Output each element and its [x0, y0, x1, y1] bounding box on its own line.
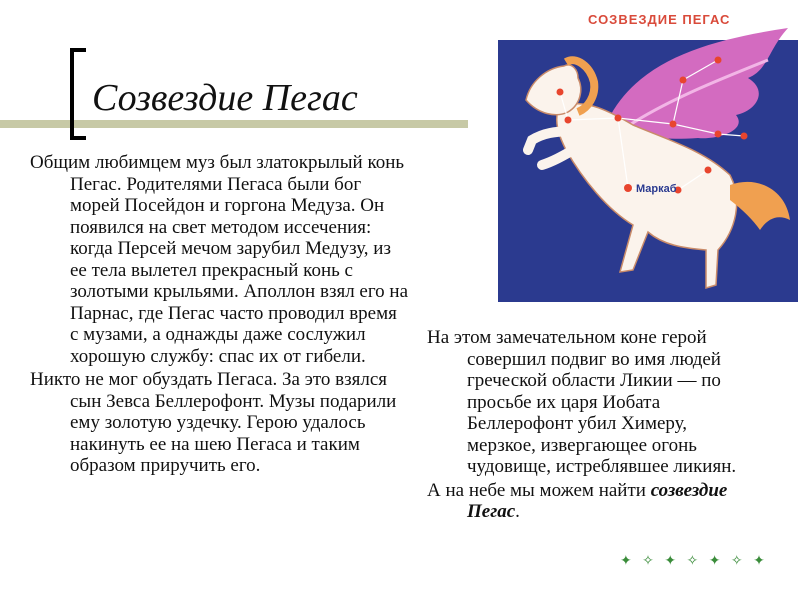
left-text-column: [30, 152, 410, 479]
slide-title: Созвездие Пегас: [92, 77, 358, 119]
pegasus-illustration: [468, 0, 800, 318]
paragraph-taming: Никто не мог обуздать Пегаса. За это взялся сын Зевса Беллерофонт. Музы подарили ему золотую уздечку. Герою удалось накинуть ее на шею Пегаса и таким образом приручить его.: [30, 369, 397, 476]
paragraph-heroic-deed: На этом замечательном коне герой совершил подвиг во имя людей греческой области Ликии — по просьбе их царя Иобата Беллерофонт убил Химеру, мерзкое, извергающее огонь чудовище, истреблявшее ликиян.: [427, 327, 737, 477]
illustration-heading: СОЗВЕЗДИЕ ПЕГАС: [588, 12, 731, 27]
right-text-column: [427, 327, 757, 525]
decorative-stars: ✦ ✧ ✦ ✧ ✦ ✧ ✦: [620, 553, 768, 569]
paragraph-origin: Общим любимцем муз был златокрылый конь Пегас. Родителями Пегаса были бог морей Посейдон и горгона Медуза. Он появился на свет методом иссечения: когда Персей мечом зарубил Медузу, из ее тела вылетел прекрасный конь с золотыми крыльями. Аполлон взял его на Парнас, где Пегас часто проводил время с музами, а однажды даже сослужил хорошую службу: спас их от гибели.: [30, 152, 409, 367]
markab-star-label: Маркаб: [636, 183, 677, 195]
title-bracket: [70, 48, 86, 140]
closing-suffix: .: [515, 501, 520, 522]
closing-emphasis: созвездие Пегас: [467, 479, 728, 522]
closing-prefix: А на небе мы можем найти: [427, 479, 646, 501]
paragraph-closing: [427, 480, 757, 523]
pegasus-constellation-svg: [468, 0, 800, 318]
